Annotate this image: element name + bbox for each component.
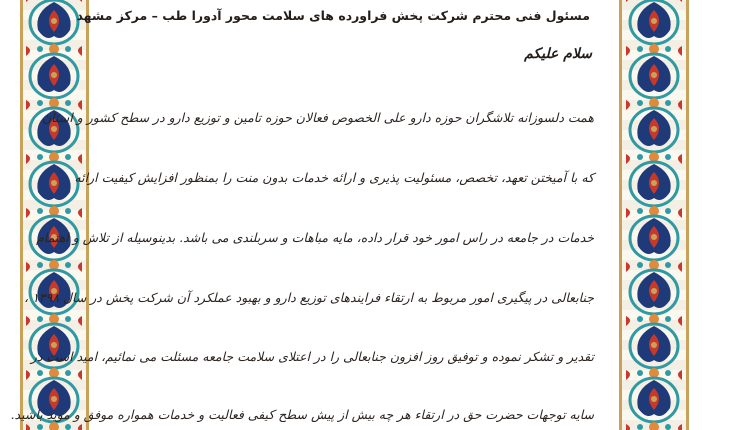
left-ornamental-border (22, 0, 86, 430)
border-leaf (626, 100, 630, 110)
border-connector-dot (65, 370, 71, 376)
border-leaf (26, 154, 30, 164)
border-connector-dot (637, 100, 643, 106)
border-connector-dot (65, 100, 71, 106)
border-connector-dot (65, 262, 71, 268)
border-medallion-center (51, 126, 57, 132)
border-medallion-center (51, 18, 57, 24)
border-connector-dot (37, 154, 43, 160)
border-medallion-center (51, 72, 57, 78)
border-leaf (626, 154, 630, 164)
left-border-pattern (22, 0, 86, 430)
border-connector-dot (637, 208, 643, 214)
border-leaf (26, 370, 30, 380)
border-leaf (26, 46, 30, 56)
letter-heading: مسئول فنی محترم شرکت پخش فراورده های سلامت محور آدورا طب – مرکز مشهد (76, 8, 590, 23)
body-line: که با آمیختن تعهد، تخصص، مسئولیت پذیری و ارائه خدمات بدون منت را بمنظور افزایش کیفیت ارائه (74, 170, 594, 185)
border-connector-dot (665, 262, 671, 268)
border-leaf (78, 316, 82, 326)
border-leaf (626, 424, 630, 430)
border-connector-dot (37, 316, 43, 322)
border-leaf (26, 262, 30, 272)
border-medallion-center (651, 126, 657, 132)
border-connector-dot (637, 154, 643, 160)
border-connector-dot (665, 46, 671, 52)
border-connector-dot (665, 208, 671, 214)
border-leaf (626, 316, 630, 326)
border-connector-dot (37, 100, 43, 106)
border-leaf (78, 370, 82, 380)
border-medallion-center (651, 72, 657, 78)
border-connector-dot (665, 424, 671, 430)
border-connector-dot (37, 208, 43, 214)
border-medallion-center (651, 396, 657, 402)
border-connector-dot (37, 46, 43, 52)
border-leaf (626, 46, 630, 56)
border-leaf (626, 208, 630, 218)
border-leaf (678, 0, 682, 2)
right-inner-gold-rule (619, 0, 622, 430)
border-connector-dot (665, 370, 671, 376)
border-leaf (78, 46, 82, 56)
border-connector-dot (65, 208, 71, 214)
border-connector-dot (37, 424, 43, 430)
border-leaf (626, 370, 630, 380)
border-leaf (626, 0, 630, 2)
border-leaf (26, 424, 30, 430)
border-connector-dot (37, 262, 43, 268)
border-leaf (78, 0, 82, 2)
body-line: تقدیر و تشکر نموده و توفیق روز افزون جنابعالی را در اعتلای سلامت جامعه مسئلت می نمائیم، امید است در (30, 349, 594, 364)
border-medallion-center (651, 288, 657, 294)
border-medallion-center (651, 18, 657, 24)
border-connector-dot (637, 262, 643, 268)
body-line: جنابعالی در پیگیری امور مربوط به ارتقاء فرایندهای توزیع دارو و بهبود عملکرد آن شرکت پخش در سال ۱۳۹۸ ، (24, 290, 594, 305)
border-medallion-center (51, 342, 57, 348)
border-leaf (678, 208, 682, 218)
border-leaf (678, 424, 682, 430)
body-line: خدمات در جامعه در راس امور خود قرار داده، مایه مباهات و سربلندی می باشد. بدینوسیله از تلاش و اهتمام (36, 230, 594, 245)
border-leaf (626, 262, 630, 272)
border-leaf (78, 154, 82, 164)
border-connector-dot (665, 154, 671, 160)
border-connector-dot (65, 46, 71, 52)
body-line: سایه توجهات حضرت حق در ارتقاء هر چه بیش از پیش سطح کیفی فعالیت و خدمات همواره موفق و موید باشید. (10, 407, 594, 422)
border-leaf (78, 208, 82, 218)
letter-salutation: سلام علیکم (524, 46, 592, 62)
right-outer-gold-rule (686, 0, 689, 430)
border-leaf (678, 370, 682, 380)
right-border-pattern (622, 0, 686, 430)
border-connector-dot (637, 316, 643, 322)
border-leaf (78, 262, 82, 272)
border-leaf (678, 46, 682, 56)
border-leaf (678, 262, 682, 272)
border-connector-dot (65, 424, 71, 430)
border-leaf (678, 100, 682, 110)
border-connector-dot (637, 46, 643, 52)
border-connector-dot (665, 100, 671, 106)
border-connector-dot (665, 316, 671, 322)
border-medallion-center (651, 180, 657, 186)
border-leaf (26, 208, 30, 218)
border-connector-dot (637, 424, 643, 430)
border-medallion-center (651, 342, 657, 348)
border-connector-dot (65, 154, 71, 160)
border-medallion-center (651, 234, 657, 240)
border-connector-dot (637, 370, 643, 376)
letter-body (10, 0, 604, 430)
body-line: همت دلسوزانه تلاشگران حوزه دارو علی الخصوص فعالان حوزه تامین و توزیع دارو در سطح کشور و استان (42, 110, 594, 125)
right-ornamental-border (622, 0, 686, 430)
border-leaf (26, 0, 30, 2)
border-connector-dot (65, 316, 71, 322)
border-leaf (678, 316, 682, 326)
left-outer-gold-rule (20, 0, 23, 430)
border-leaf (78, 100, 82, 110)
border-connector-dot (37, 370, 43, 376)
border-leaf (26, 316, 30, 326)
left-inner-gold-rule (86, 0, 89, 430)
border-leaf (78, 424, 82, 430)
border-leaf (678, 154, 682, 164)
border-medallion-center (51, 396, 57, 402)
border-medallion-center (51, 180, 57, 186)
border-leaf (26, 100, 30, 110)
